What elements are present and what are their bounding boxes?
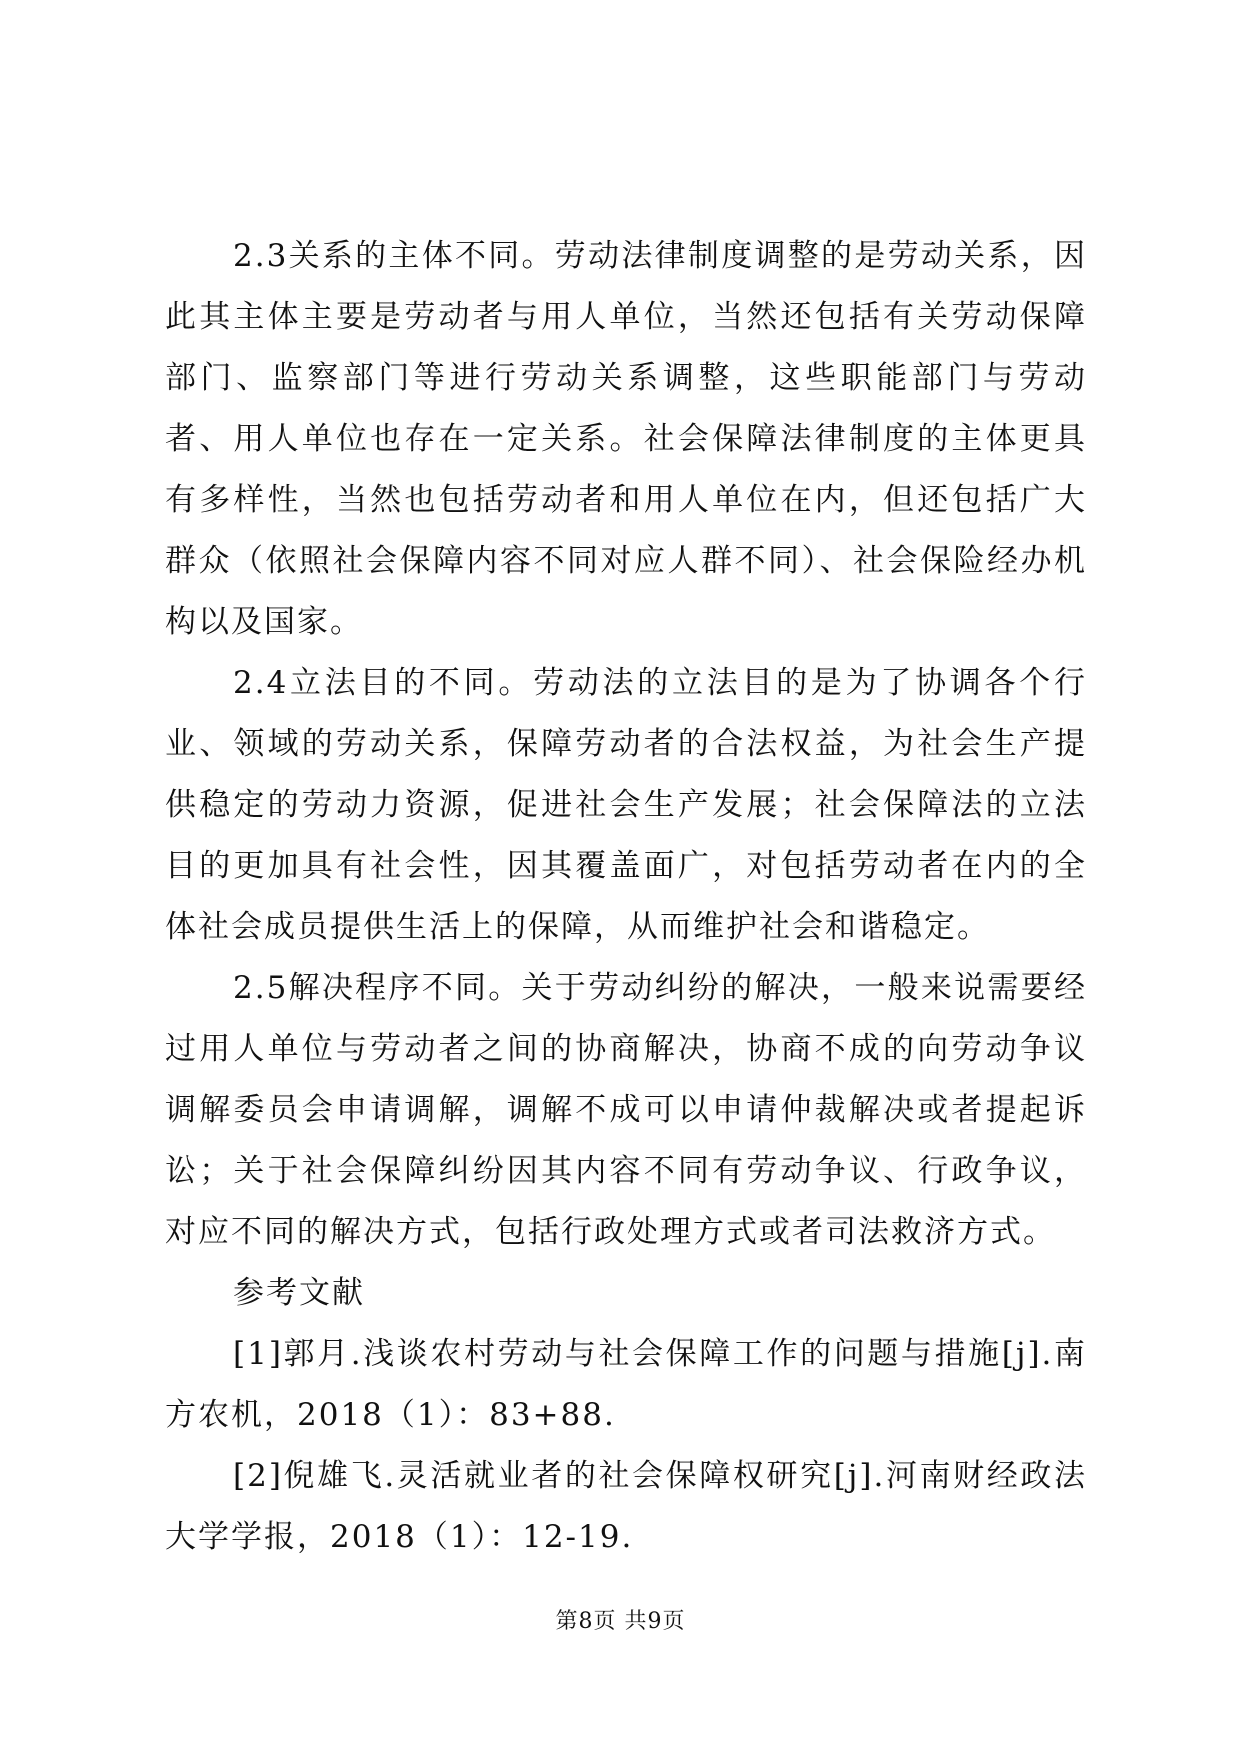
document-body [165,226,1087,1568]
paragraph-2-3: 2.3关系的主体不同。劳动法律制度调整的是劳动关系，因此其主体主要是劳动者与用人单位，当然还包括有关劳动保障部门、监察部门等进行劳动关系调整，这些职能部门与劳动者、用人单位也存在一定关系。社会保障法律制度的主体更具有多样性，当然也包括劳动者和用人单位在内，但还包括广大群众（依照社会保障内容不同对应人群不同）、社会保险经办机构以及国家。 [165,238,1087,640]
references-heading: 参考文献 [233,1275,365,1311]
paragraph-2-4: 2.4立法目的不同。劳动法的立法目的是为了协调各个行业、领域的劳动关系，保障劳动者的合法权益，为社会生产提供稳定的劳动力资源，促进社会生产发展；社会保障法的立法目的更加具有社会性，因其覆盖面广，对包括劳动者在内的全体社会成员提供生活上的保障，从而维护社会和谐稳定。 [165,665,1087,945]
page-footer: 第8页 共9页 [555,1609,686,1634]
reference-item-1: [1]郭月.浅谈农村劳动与社会保障工作的问题与措施[j].南方农机，2018（1）：83+88. [165,1336,1087,1433]
paragraph-2-5: 2.5解决程序不同。关于劳动纠纷的解决，一般来说需要经过用人单位与劳动者之间的协商解决，协商不成的向劳动争议调解委员会申请调解，调解不成可以申请仲裁解决或者提起诉讼；关于社会保障纠纷因其内容不同有劳动争议、行政争议，对应不同的解决方式，包括行政处理方式或者司法救济方式。 [165,970,1087,1250]
reference-item-2: [2]倪雄飞.灵活就业者的社会保障权研究[j].河南财经政法大学学报，2018（1）：12-19. [165,1458,1087,1555]
